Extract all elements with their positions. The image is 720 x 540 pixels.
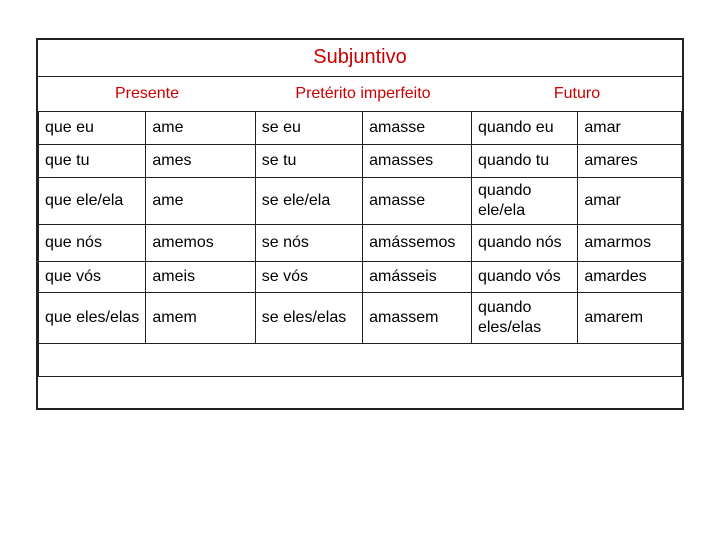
table-row: [39, 225, 682, 262]
presente-form: ames: [146, 145, 255, 178]
imperfeito-subject: se eles/elas: [255, 293, 362, 344]
presente-form: amemos: [146, 225, 255, 262]
conjugation-table-frame: [36, 38, 684, 410]
presente-subject: que eles/elas: [39, 293, 146, 344]
imperfeito-form: amasse: [363, 112, 472, 145]
presente-form: ameis: [146, 262, 255, 293]
futuro-subject: quando ele/ela: [471, 178, 577, 225]
futuro-subject: quando nós: [471, 225, 577, 262]
imperfeito-subject: se tu: [255, 145, 362, 178]
futuro-form: amar: [578, 178, 682, 225]
presente-subject: que nós: [39, 225, 146, 262]
presente-form: ame: [146, 112, 255, 145]
futuro-form: amardes: [578, 262, 682, 293]
presente-form: ame: [146, 178, 255, 225]
imperfeito-subject: se vós: [255, 262, 362, 293]
table-row: [39, 112, 682, 145]
futuro-form: amarmos: [578, 225, 682, 262]
futuro-subject: quando eles/elas: [471, 293, 577, 344]
presente-subject: que tu: [39, 145, 146, 178]
heading-futuro: Futuro: [553, 85, 601, 102]
imperfeito-subject: se ele/ela: [255, 178, 362, 225]
heading-preterito-imperfeito: Pretérito imperfeito: [295, 85, 431, 102]
imperfeito-form: amasse: [363, 178, 472, 225]
imperfeito-form: amássemos: [363, 225, 472, 262]
futuro-form: amar: [578, 112, 682, 145]
presente-subject: que vós: [39, 262, 146, 293]
table-title: Subjuntivo: [38, 40, 682, 77]
imperfeito-subject: se eu: [255, 112, 362, 145]
futuro-form: amarem: [578, 293, 682, 344]
futuro-subject: quando eu: [471, 112, 577, 145]
table-row: [39, 262, 682, 293]
presente-subject: que ele/ela: [39, 178, 146, 225]
presente-subject: que eu: [39, 112, 146, 145]
empty-cell: [39, 344, 682, 377]
futuro-form: amares: [578, 145, 682, 178]
presente-form: amem: [146, 293, 255, 344]
imperfeito-subject: se nós: [255, 225, 362, 262]
table-row: [39, 178, 682, 225]
futuro-subject: quando vós: [471, 262, 577, 293]
table-row: [39, 145, 682, 178]
futuro-subject: quando tu: [471, 145, 577, 178]
imperfeito-form: amasses: [363, 145, 472, 178]
heading-presente: Presente: [114, 85, 180, 102]
imperfeito-form: amassem: [363, 293, 472, 344]
conjugation-grid: [38, 111, 682, 377]
imperfeito-form: amásseis: [363, 262, 472, 293]
table-row: [39, 293, 682, 344]
empty-footer-row: [39, 344, 682, 377]
